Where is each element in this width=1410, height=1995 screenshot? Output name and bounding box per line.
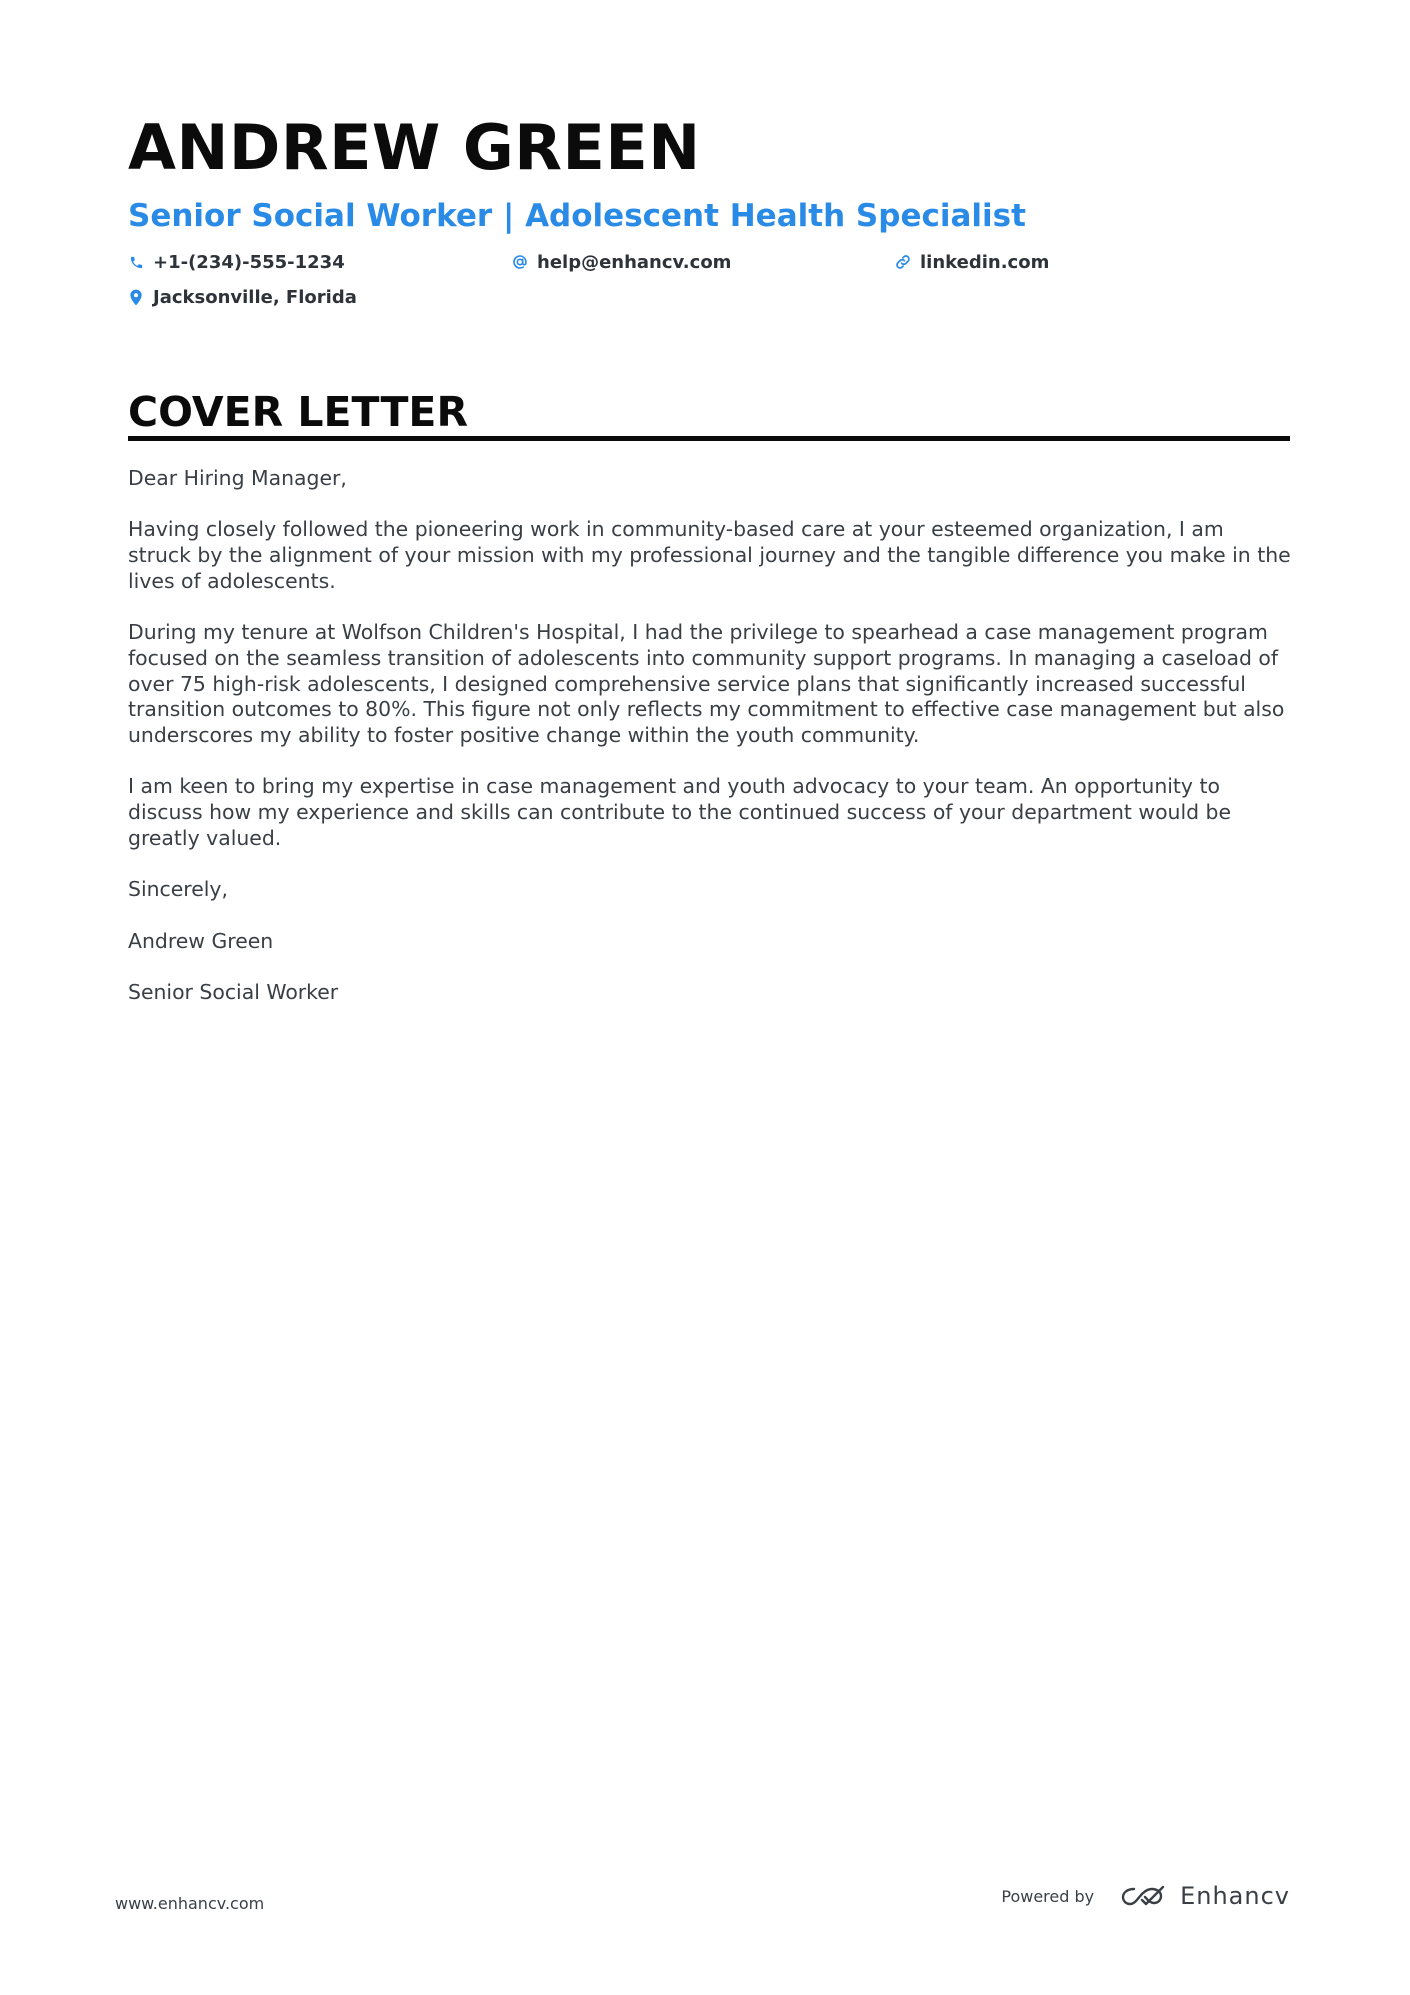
letter-greeting: Dear Hiring Manager, bbox=[128, 466, 347, 490]
location-text: Jacksonville, Florida bbox=[153, 286, 357, 308]
enhancv-logo-icon bbox=[1120, 1884, 1166, 1908]
section-divider bbox=[128, 436, 1290, 441]
link-icon bbox=[895, 253, 911, 271]
contact-email[interactable] bbox=[512, 250, 731, 274]
contact-info bbox=[128, 250, 1290, 320]
signature-name: Andrew Green bbox=[128, 928, 274, 953]
link-text: linkedin.com bbox=[920, 251, 1050, 273]
at-icon bbox=[512, 253, 528, 271]
candidate-name: ANDREW GREEN bbox=[128, 111, 701, 184]
letter-paragraph: Having closely followed the pioneering work in community-based care at your esteemed organization, I am struck by the alignment of your mission with my professional journey and the tangible difference you make in the lives of adolescents. bbox=[128, 517, 1291, 593]
letter-body bbox=[128, 466, 1293, 1031]
contact-phone bbox=[128, 250, 345, 274]
contact-link[interactable] bbox=[895, 250, 1049, 274]
signature-title: Senior Social Worker bbox=[128, 979, 339, 1004]
letter-paragraph: During my tenure at Wolfson Children's Hospital, I had the privilege to spearhead a case management program focused on the seamless transition of adolescents into community support programs. In managing a caseload of over 75 high-risk adolescents, I designed comprehensive service plans that significantly increased successful transition outcomes to 80%. This figure not only reflects my commitment to effective case management but also underscores my ability to foster positive change within the youth community. bbox=[128, 620, 1285, 747]
phone-text: +1-(234)-555-1234 bbox=[153, 251, 345, 273]
candidate-subtitle: Senior Social Worker | Adolescent Health Specialist bbox=[128, 198, 1026, 234]
letter-paragraph: I am keen to bring my expertise in case management and youth advocacy to your team. An opportunity to discuss how my experience and skills can contribute to the continued success of your department would be greatly valued. bbox=[128, 774, 1232, 850]
letter-closing: Sincerely, bbox=[128, 877, 228, 902]
section-title: COVER LETTER bbox=[128, 388, 469, 436]
contact-location bbox=[128, 285, 357, 309]
footer-website[interactable]: www.enhancv.com bbox=[115, 1894, 265, 1913]
email-text: help@enhancv.com bbox=[537, 251, 732, 273]
powered-by-text: Powered by bbox=[1001, 1886, 1095, 1906]
phone-icon bbox=[128, 253, 144, 271]
footer-branding bbox=[1001, 1882, 1290, 1910]
header bbox=[128, 108, 1290, 320]
brand-name: Enhancv bbox=[1180, 1882, 1290, 1910]
location-pin-icon bbox=[128, 288, 144, 306]
